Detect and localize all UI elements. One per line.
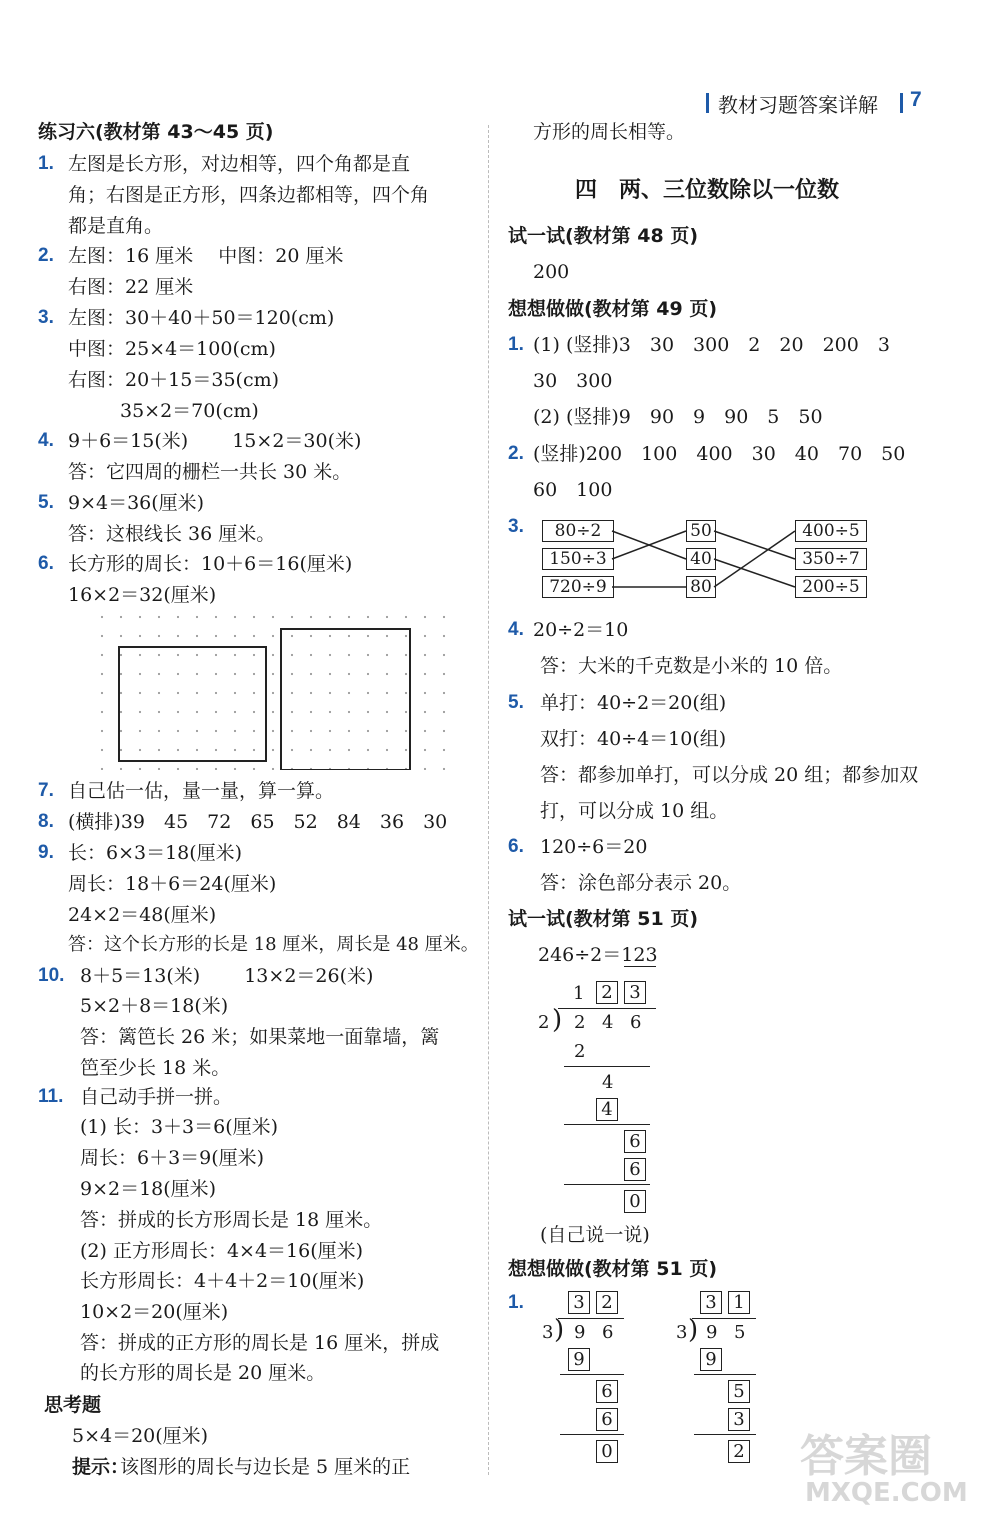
step-value: 2 bbox=[574, 1041, 586, 1062]
item-number: 1. bbox=[38, 153, 54, 174]
item-line: 答：它四周的栅栏一共长 30 米。 bbox=[68, 461, 352, 483]
item-line: 9＋6＝15(米) 15×2＝30(米) bbox=[68, 430, 362, 452]
item-line: 10×2＝20(厘米) bbox=[80, 1301, 229, 1323]
item-number: 5. bbox=[38, 492, 54, 513]
watermark-logo: 答案圈 bbox=[800, 1431, 932, 1482]
step-line bbox=[564, 1066, 650, 1067]
item-number: 6. bbox=[508, 836, 524, 857]
watermark-site: MXQE.COM bbox=[805, 1478, 968, 1508]
step-box: 0 bbox=[624, 1190, 646, 1213]
item-line: 自己估一估，量一量，算一算。 bbox=[68, 780, 335, 802]
hint-text: 该图形的周长与边长是 5 厘米的正 bbox=[120, 1456, 411, 1478]
step-box: 6 bbox=[596, 1408, 618, 1431]
header-title: 教材习题答案详解 bbox=[718, 93, 878, 117]
step-box: 6 bbox=[624, 1158, 646, 1181]
division-bar bbox=[558, 1008, 656, 1009]
item-number: 2. bbox=[38, 245, 54, 266]
step-box: 5 bbox=[728, 1380, 750, 1403]
match-left-1: 80÷2 bbox=[542, 520, 614, 542]
division-95 bbox=[672, 1290, 772, 1470]
item-line: 答：篱笆长 26 米；如果菜地一面靠墙，篱 bbox=[80, 1026, 440, 1048]
column-divider bbox=[488, 125, 489, 1475]
match-mid-1: 50 bbox=[686, 520, 716, 542]
division-96 bbox=[530, 1290, 630, 1470]
item-line: (2) (竖排)9 90 9 90 5 50 bbox=[533, 406, 823, 428]
quotient-digit: 1 bbox=[573, 983, 585, 1004]
quotient-digit-box: 2 bbox=[596, 981, 618, 1004]
division-bar bbox=[558, 1318, 624, 1319]
quotient-digit-box: 3 bbox=[568, 1291, 590, 1314]
item-number: 10. bbox=[38, 965, 65, 986]
step-box: 4 bbox=[596, 1098, 618, 1121]
item-line: 单打：40÷2＝20(组) bbox=[540, 692, 727, 714]
item-line: 答：涂色部分表示 20。 bbox=[540, 872, 742, 894]
item-number: 3. bbox=[38, 307, 54, 328]
section-title-exercise6: 练习六(教材第 43～45 页) bbox=[38, 121, 274, 143]
match-left-2: 150÷3 bbox=[542, 548, 614, 570]
step-line bbox=[564, 1124, 650, 1125]
item-line: 中图：25×4＝100(cm) bbox=[68, 338, 276, 360]
item-line: 答：拼成的正方形的周长是 16 厘米，拼成 bbox=[80, 1332, 440, 1354]
think-line: 5×4＝20(厘米) bbox=[72, 1425, 209, 1447]
item-line: 右图：22 厘米 bbox=[68, 276, 194, 298]
item-line: (1) (竖排)3 30 300 2 20 200 3 bbox=[533, 334, 890, 356]
item-number: 7. bbox=[38, 780, 54, 801]
try2-equation: 246÷2＝123 bbox=[538, 944, 658, 966]
division-bar bbox=[692, 1318, 756, 1319]
item-line: 答：拼成的长方形周长是 18 厘米。 bbox=[80, 1209, 383, 1231]
item-line: 左图：30＋40＋50＝120(cm) bbox=[68, 307, 335, 329]
item-line: 打，可以分成 10 组。 bbox=[540, 800, 729, 822]
think-title: 思考题 bbox=[44, 1394, 102, 1416]
item-line: 周长：18＋6＝24(厘米) bbox=[68, 873, 277, 895]
item-line: 16×2＝32(厘米) bbox=[68, 584, 217, 606]
item-number: 2. bbox=[508, 443, 524, 464]
item-line: 答：都参加单打，可以分成 20 组；都参加双 bbox=[540, 764, 919, 786]
item-line: 35×2＝70(cm) bbox=[120, 400, 259, 422]
step-line bbox=[694, 1374, 756, 1375]
step-value: 4 bbox=[602, 1072, 614, 1093]
step-box: 0 bbox=[596, 1440, 618, 1463]
item-line: 角；右图是正方形，四条边都相等，四个角 bbox=[68, 184, 430, 206]
item-line: 的长方形的周长是 20 厘米。 bbox=[80, 1362, 326, 1384]
item-line: 8＋5＝13(米) 13×2＝26(米) bbox=[80, 965, 374, 987]
item-line: 5×2＋8＝18(米) bbox=[80, 995, 229, 1017]
item-line: 左图是长方形，对边相等，四个角都是直 bbox=[68, 153, 411, 175]
item-line: (横排)39 45 72 65 52 84 36 30 bbox=[68, 811, 448, 833]
item-line: 笆至少长 18 米。 bbox=[80, 1057, 231, 1079]
item-number: 5. bbox=[508, 692, 524, 713]
division-bracket: ) bbox=[688, 1315, 699, 1345]
match-right-1: 400÷5 bbox=[795, 520, 867, 542]
item-number: 4. bbox=[38, 430, 54, 451]
item-number: 1. bbox=[508, 1292, 524, 1313]
item-number: 8. bbox=[38, 811, 54, 832]
step-line bbox=[560, 1434, 624, 1435]
item-number: 11. bbox=[38, 1086, 64, 1107]
item-line: 答：这个长方形的长是 18 厘米，周长是 48 厘米。 bbox=[68, 934, 479, 955]
item-line: 9×2＝18(厘米) bbox=[80, 1178, 217, 1200]
match-mid-2: 40 bbox=[686, 548, 716, 570]
dividend-digit: 9 bbox=[706, 1322, 718, 1343]
item-line: 答：大米的千克数是小米的 10 倍。 bbox=[540, 655, 843, 677]
dividend-digit: 6 bbox=[630, 1012, 642, 1033]
dividend-digit: 4 bbox=[602, 1012, 614, 1033]
dividend-digit: 9 bbox=[574, 1322, 586, 1343]
item-line: 都是直角。 bbox=[68, 215, 164, 237]
division-246 bbox=[530, 980, 660, 1220]
step-line bbox=[560, 1374, 624, 1375]
divisor: 3 bbox=[676, 1322, 688, 1343]
say-text: (自己说一说) bbox=[540, 1224, 650, 1246]
header-bar-right bbox=[900, 93, 903, 113]
chapter-title: 四 两、三位数除以一位数 bbox=[575, 178, 840, 203]
step-box: 2 bbox=[728, 1440, 750, 1463]
dividend-digit: 6 bbox=[602, 1322, 614, 1343]
grid-drawing bbox=[100, 615, 460, 770]
item-line: 左图：16 厘米 中图：20 厘米 bbox=[68, 245, 344, 267]
step-line bbox=[564, 1184, 650, 1185]
item-number: 6. bbox=[38, 553, 54, 574]
dividend-digit: 2 bbox=[574, 1012, 586, 1033]
item-line: 自己动手拼一拼。 bbox=[80, 1086, 233, 1108]
item-number: 1. bbox=[508, 334, 524, 355]
quotient-digit-box: 3 bbox=[700, 1291, 722, 1314]
match-right-3: 200÷5 bbox=[795, 576, 867, 598]
item-line: 长方形的周长：10＋6＝16(厘米) bbox=[68, 553, 353, 575]
try2-title: 试一试(教材第 51 页) bbox=[508, 908, 699, 930]
header-bar-left bbox=[706, 93, 709, 113]
quotient-digit-box: 1 bbox=[728, 1291, 750, 1314]
quotient-digit-box: 2 bbox=[596, 1291, 618, 1314]
continued-text: 方形的周长相等。 bbox=[533, 121, 686, 143]
quotient-underline bbox=[624, 966, 656, 967]
step-line bbox=[694, 1434, 756, 1435]
think1-title: 想想做做(教材第 49 页) bbox=[508, 298, 718, 320]
item-line: (竖排)200 100 400 30 40 70 50 bbox=[533, 443, 906, 465]
match-mid-3: 80 bbox=[686, 576, 716, 598]
item-line: (1) 长：3＋3＝6(厘米) bbox=[80, 1116, 279, 1138]
match-left-3: 720÷9 bbox=[542, 576, 614, 598]
item-line: 右图：20＋15＝35(cm) bbox=[68, 369, 280, 391]
item-line: 24×2＝48(厘米) bbox=[68, 904, 217, 926]
item-line: 20÷2＝10 bbox=[533, 619, 629, 641]
try1-answer: 200 bbox=[533, 261, 570, 283]
item-line: 9×4＝36(厘米) bbox=[68, 492, 205, 514]
item-line: 30 300 bbox=[533, 370, 613, 392]
step-box: 3 bbox=[728, 1408, 750, 1431]
item-line: 60 100 bbox=[533, 479, 613, 501]
item-line: 周长：6＋3＝9(厘米) bbox=[80, 1147, 265, 1169]
item-number: 9. bbox=[38, 842, 54, 863]
page-number: 7 bbox=[910, 88, 922, 111]
hint-label: 提示： bbox=[72, 1456, 130, 1478]
item-number: 4. bbox=[508, 619, 524, 640]
item-line: 答：这根线长 36 厘米。 bbox=[68, 523, 276, 545]
divisor: 3 bbox=[542, 1322, 554, 1343]
item-line: 长方形周长：4＋4＋2＝10(厘米) bbox=[80, 1270, 365, 1292]
step-box: 9 bbox=[700, 1348, 722, 1371]
divisor: 2 bbox=[538, 1012, 550, 1033]
quotient-digit-box: 3 bbox=[624, 981, 646, 1004]
division-bracket: ) bbox=[552, 1005, 563, 1035]
item-line: 120÷6＝20 bbox=[540, 836, 648, 858]
step-box: 6 bbox=[624, 1130, 646, 1153]
think2-title: 想想做做(教材第 51 页) bbox=[508, 1258, 718, 1280]
try1-title: 试一试(教材第 48 页) bbox=[508, 225, 699, 247]
item-line: (2) 正方形周长：4×4＝16(厘米) bbox=[80, 1240, 364, 1262]
step-box: 6 bbox=[596, 1380, 618, 1403]
item-line: 长：6×3＝18(厘米) bbox=[68, 842, 243, 864]
step-box: 9 bbox=[568, 1348, 590, 1371]
item-number: 3. bbox=[508, 516, 524, 537]
match-right-2: 350÷7 bbox=[795, 548, 867, 570]
item-line: 双打：40÷4＝10(组) bbox=[540, 728, 727, 750]
dividend-digit: 5 bbox=[734, 1322, 746, 1343]
division-bracket: ) bbox=[554, 1315, 565, 1345]
